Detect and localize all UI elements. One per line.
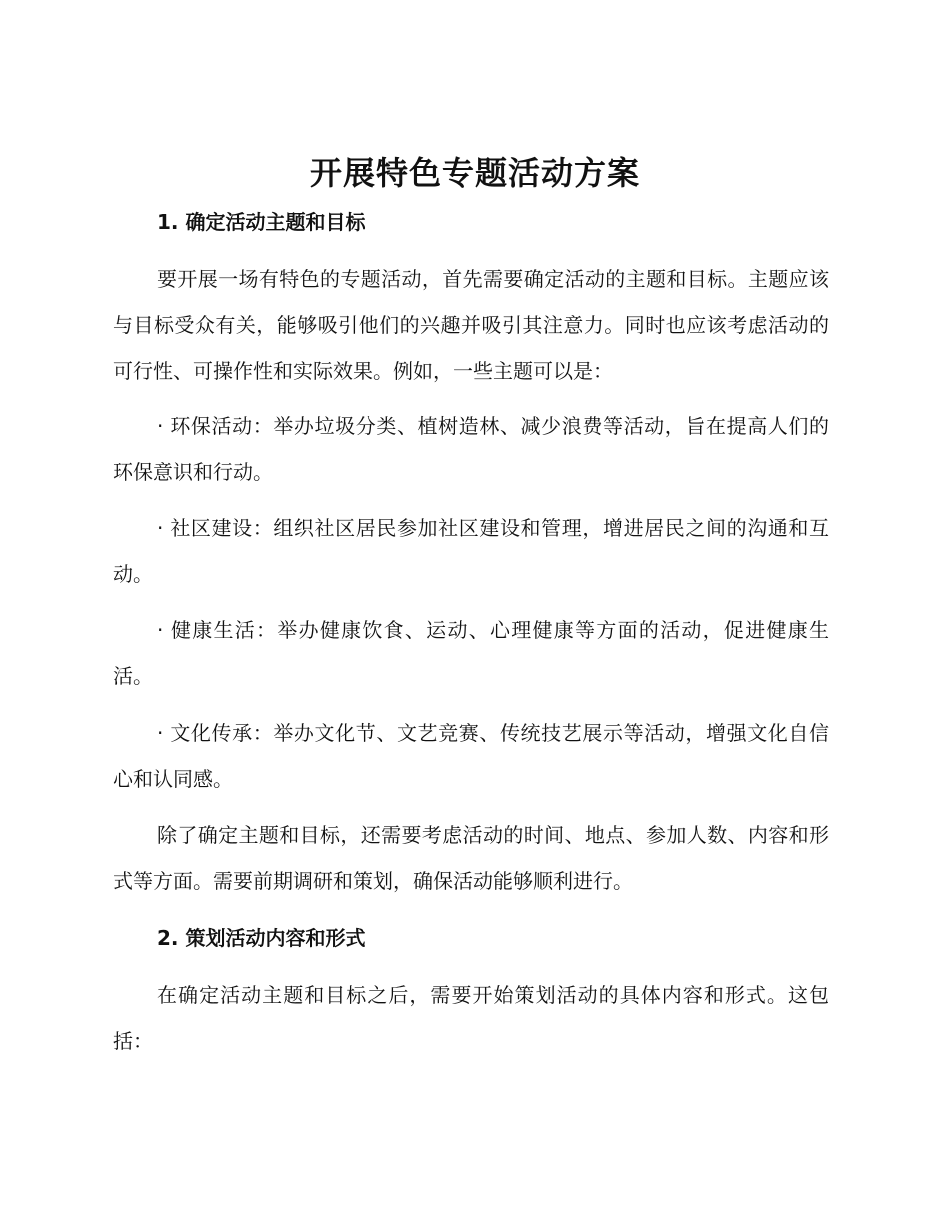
section-heading-2: 2. 策划活动内容和形式 <box>157 926 366 950</box>
section1-intro-paragraph: 要开展一场有特色的专题活动，首先需要确定活动的主题和目标。主题应该与目标受众有关，能够吸引他们的兴趣并吸引其注意力。同时也应该考虑活动的可行性、可操作性和实际效果。例如，一些主题可以是： <box>113 267 829 383</box>
bullet-item-culture: · 文化传承：举办文化节、文艺竞赛、传统技艺展示等活动，增强文化自信心和认同感。 <box>113 721 829 791</box>
section2-intro-paragraph: 在确定活动主题和目标之后，需要开始策划活动的具体内容和形式。这包括： <box>113 983 829 1053</box>
bullet-item-environment: · 环保活动：举办垃圾分类、植树造林、减少浪费等活动，旨在提高人们的环保意识和行动。 <box>113 414 829 484</box>
document-title: 开展特色专题活动方案 <box>309 154 640 192</box>
bullet-item-community: · 社区建设：组织社区居民参加社区建设和管理，增进居民之间的沟通和互动。 <box>113 516 829 586</box>
section-heading-1: 1. 确定活动主题和目标 <box>157 210 366 234</box>
bullet-item-health: · 健康生活：举办健康饮食、运动、心理健康等方面的活动，促进健康生活。 <box>113 618 829 688</box>
section1-closing-paragraph: 除了确定主题和目标，还需要考虑活动的时间、地点、参加人数、内容和形式等方面。需要前期调研和策划，确保活动能够顺利进行。 <box>113 823 829 893</box>
